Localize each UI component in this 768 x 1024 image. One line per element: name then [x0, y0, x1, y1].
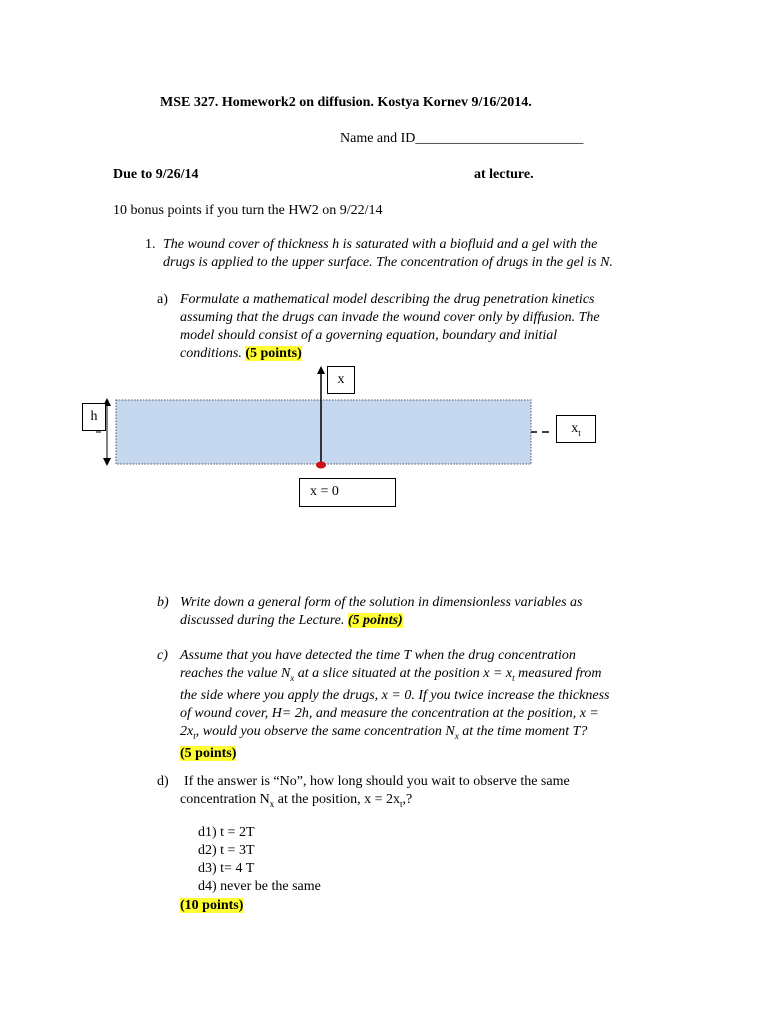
- part-a-points: (5 points): [245, 346, 302, 361]
- part-c-sub-x2: x: [454, 730, 459, 741]
- xt-label-sub: t: [578, 427, 581, 438]
- part-c-label: c): [157, 648, 168, 663]
- part-c-line-3: the side where you apply the drugs, x = 0. If you twice increase the thickness: [180, 687, 610, 703]
- h-label-box: [82, 403, 106, 431]
- part-d-sub-x: x: [269, 798, 275, 809]
- option-d1: d1) t = 2T: [198, 825, 255, 840]
- part-b-line-1: Write down a general form of the solution in dimensionless variables as: [180, 595, 583, 610]
- at-lecture: at lecture.: [474, 167, 534, 182]
- part-c-line-2e: measured from: [514, 666, 602, 681]
- part-d-points: (10 points): [180, 898, 244, 913]
- part-d-line-2e: ,?: [402, 792, 413, 807]
- part-a-label: a): [157, 292, 168, 307]
- part-d-options: [198, 824, 498, 896]
- part-d-line-2: [180, 791, 660, 813]
- part-a-line-3: model should consist of a governing equation, boundary and initial: [180, 328, 558, 343]
- part-c-line-6: [180, 745, 660, 763]
- part-c-line-5e: at the time moment T?: [458, 723, 588, 739]
- part-d-points-wrap: [180, 897, 243, 915]
- part-d-label: d): [157, 774, 169, 789]
- part-c-sub-t: t: [512, 672, 515, 683]
- x-axis-label: x: [337, 372, 345, 387]
- doc-title: MSE 327. Homework2 on diffusion. Kostya Kornev 9/16/2014.: [160, 95, 532, 110]
- x-axis-label-box: [327, 366, 355, 394]
- part-d-line-2a: concentration N: [180, 792, 270, 807]
- wound-cover-layer: [116, 400, 531, 464]
- part-c-line-2a: reaches the value N: [180, 666, 291, 681]
- part-b-label: b): [157, 595, 169, 610]
- problem-number: 1.: [145, 237, 156, 252]
- part-c-sub-t2: t: [193, 730, 196, 741]
- part-a-line-1: Formulate a mathematical model describing the drug penetration kinetics: [180, 292, 595, 307]
- h-arrow-bottom: [103, 458, 111, 466]
- origin-dot: [316, 462, 326, 469]
- part-c-sub-x: x: [290, 672, 295, 683]
- x-axis-arrowhead: [317, 366, 325, 374]
- part-c-line-5c: , would you observe the same concentration N: [195, 723, 455, 739]
- part-c-text: [180, 647, 660, 763]
- part-c-points: (5 points): [180, 745, 237, 761]
- xt-label: x: [571, 421, 579, 436]
- problem-line-2: drugs is applied to the upper surface. The concentration of drugs in the gel is N.: [163, 255, 613, 270]
- problem-line-1: The wound cover of thickness h is saturated with a biofluid and a gel with the: [163, 237, 598, 252]
- part-d-sub-t: t: [400, 798, 403, 809]
- x-zero-label: x = 0: [310, 484, 339, 499]
- option-d2: d2) t = 3T: [198, 843, 255, 858]
- part-c-line-5a: 2x: [180, 723, 194, 739]
- part-c-line-2: [180, 665, 660, 687]
- option-d3: d3) t= 4 T: [198, 861, 255, 876]
- part-c-line-5: [180, 723, 660, 745]
- part-c-line-2c: at a slice situated at the position x = x: [294, 666, 513, 681]
- part-d-line-1: If the answer is “No”, how long should you wait to observe the same: [184, 774, 570, 789]
- due-date: Due to 9/26/14: [113, 167, 199, 182]
- part-d-text: [180, 773, 660, 813]
- name-id-line: Name and ID________________________: [340, 131, 584, 146]
- bonus-note: 10 bonus points if you turn the HW2 on 9/22/14: [113, 203, 383, 218]
- part-b-line-2: [180, 612, 660, 630]
- part-b-text: [180, 594, 660, 630]
- part-b-points: (5 points): [347, 613, 403, 628]
- part-d-line-2c: at the position, x = 2x: [274, 792, 401, 807]
- option-d4: d4) never be the same: [198, 879, 321, 894]
- part-a-last-line: conditions.: [180, 346, 246, 361]
- h-label: h: [90, 409, 98, 424]
- part-c-line-4: of wound cover, H= 2h, and measure the concentration at the position, x =: [180, 705, 599, 721]
- xt-label-box: [556, 415, 596, 443]
- part-c-line-1: Assume that you have detected the time T when the drug concentration: [180, 648, 576, 663]
- x-zero-label-box: [299, 478, 396, 507]
- part-a-line-2: assuming that the drugs can invade the wound cover only by diffusion. The: [180, 310, 600, 325]
- part-b-line-2-text: discussed during the Lecture.: [180, 613, 348, 628]
